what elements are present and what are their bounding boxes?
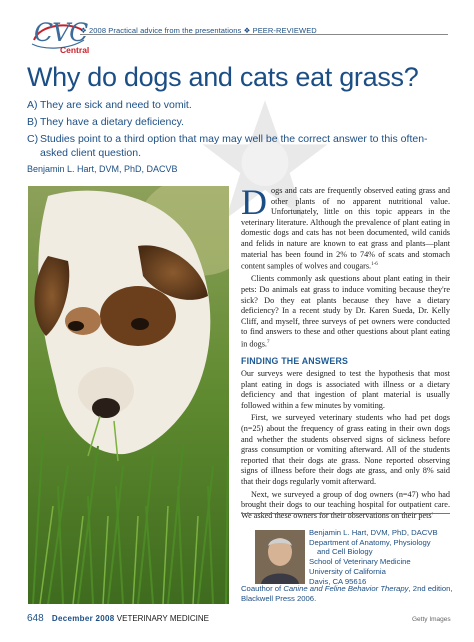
page-footer (27, 613, 209, 624)
journal-name: VETERINARY MEDICINE (116, 614, 209, 623)
option-letter: A) (27, 99, 38, 111)
header-tagline: ❖ 2008 Practical advice from the presentations ❖ PEER-REVIEWED (80, 26, 317, 35)
body-paragraph: Next, we surveyed a group of dog owners (n=47) who had brought their dogs to our teaching hospital for outpatient care. We asked these owners for their observations on their pets' (241, 489, 450, 520)
option-c (27, 132, 447, 160)
reference-marker: 1-6 (371, 262, 378, 268)
photo-credit: Getty Images (412, 616, 451, 623)
answer-options (27, 98, 447, 163)
author-name: Benjamin L. Hart, DVM, PhD, DACVB (309, 528, 438, 537)
option-letter: B) (27, 116, 38, 128)
logo-text: CVC (34, 18, 88, 47)
book-title: Canine and Feline Behavior Therapy (283, 584, 409, 593)
option-text: They have a dietary deficiency. (40, 116, 184, 128)
coauthor-prefix: Coauthor of (241, 584, 284, 593)
paragraph-text: Clients commonly ask questions about plant eating in their pets: Do animals eat grass to induce vomiting because they're sick? Do they eat plants because they have a dietary deficiency? In a recent study by Dr. Karen Sueda, Dr. Kelly Cliff, and myself, three surveys of pet owners were conducted to find answers to these and other questions about plant eating in dogs. (241, 274, 450, 349)
section-heading: FINDING THE ANSWERS (241, 356, 349, 367)
option-text: Studies point to a third option that may may well be the correct answer to this often-asked client question. (40, 133, 428, 159)
author-box (241, 513, 453, 605)
header-rule (80, 34, 448, 35)
author-dept-cont: and Cell Biology (317, 547, 373, 557)
issue-date: December 2008 (51, 614, 115, 623)
author-city: Davis, CA 95616 (309, 576, 367, 586)
paragraph-text: ogs and cats are frequently observed eating grass and other plants of no apparent nutritional value. Unfortunately, little on this topic appears in the veterinary literature. Although the prevalence of plant eating in domestic dogs and cats has not been documented, wild canids and felids in nature are known to eat grass and plants—plant material has been found in 2% to 74% of scats and stomach content samples of wolves and cougars. (241, 186, 450, 271)
article-body (241, 182, 450, 523)
coauthor-suffix: , 2nd edition, Blackwell Press 2006. (241, 584, 453, 603)
option-letter: C) (27, 133, 39, 145)
article-title: Why do dogs and cats eat grass? (27, 62, 419, 92)
page-number: 648 (27, 613, 44, 624)
option-a (27, 98, 447, 112)
coauthor-note (241, 584, 453, 603)
byline: Benjamin L. Hart, DVM, PhD, DACVB (27, 164, 178, 174)
body-paragraph: Our surveys were designed to test the hypothesis that most plant eating in dogs is associated with illness or a dietary deficiency and that ingestion of plant material is usually followed within a few minutes by vomiting. (241, 368, 450, 410)
author-school: School of Veterinary Medicine (309, 557, 411, 567)
reference-marker: 7 (266, 340, 270, 346)
option-text: They are sick and need to vomit. (40, 99, 192, 111)
logo-subtitle: Central (60, 45, 90, 55)
body-paragraph: First, we surveyed veterinary students who had pet dogs (n=25) about the frequency of grass eating in their own dogs and whether the students observed signs of sickness before grass consumption or vomiting afterward. All of the students reported that their dogs ate grass. None reported observing signs of illness before their dogs ate grass, and only 8% said that their dogs regularly vomit afterward. (241, 413, 450, 486)
author-info (309, 528, 454, 586)
body-paragraph (241, 274, 450, 350)
drop-cap: D (241, 182, 267, 222)
author-university: University of California (309, 566, 386, 576)
author-dept: Department of Anatomy, Physiology (309, 537, 431, 547)
dog-eating-grass-photo (28, 186, 229, 604)
body-paragraph (241, 182, 450, 272)
option-b (27, 115, 447, 129)
author-photo (255, 530, 305, 584)
